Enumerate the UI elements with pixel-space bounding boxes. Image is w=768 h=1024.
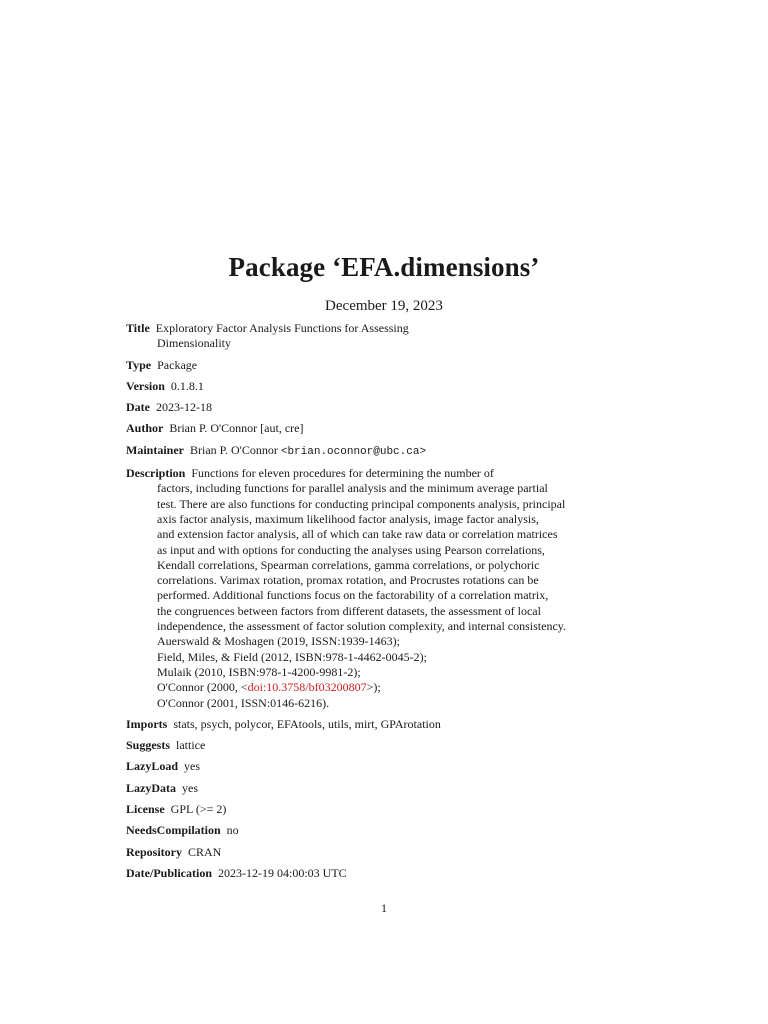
field-key: Type xyxy=(126,357,152,372)
field-value: Exploratory Factor Analysis Functions for Assessing xyxy=(155,321,409,335)
description-line: independence, the assessment of factor solution complexity, and internal consistency. xyxy=(157,619,566,634)
field-value: yes xyxy=(184,759,201,774)
field-value: Package xyxy=(157,357,198,372)
field-lazyload xyxy=(126,759,596,774)
field-key: Repository xyxy=(126,844,182,859)
field-imports xyxy=(126,717,596,732)
field-version xyxy=(126,379,596,394)
reference-text: >); xyxy=(366,680,381,695)
field-key: Imports xyxy=(126,716,168,731)
field-title xyxy=(126,321,596,352)
description-line: Field, Miles, & Field (2012, ISBN:978-1-4462-0045-2); xyxy=(157,649,427,664)
field-date xyxy=(126,400,596,415)
field-value: CRAN xyxy=(188,844,222,859)
field-license xyxy=(126,802,596,817)
field-value: yes xyxy=(182,780,198,795)
field-value: 0.1.8.1 xyxy=(170,378,204,393)
package-title: Package ‘EFA.dimensions’ xyxy=(228,252,540,282)
field-value: no xyxy=(226,823,239,838)
field-key: LazyData xyxy=(126,780,176,795)
description-line: Functions for eleven procedures for determining the number of xyxy=(191,466,494,481)
description-line: as input and with options for conducting the analyses using Pearson correlations, xyxy=(157,542,545,557)
description-line: and extension factor analysis, all of which can take raw data or correlation matrices xyxy=(157,527,558,542)
document-date: December 19, 2023 xyxy=(325,298,443,314)
description-line xyxy=(126,680,596,695)
field-date-publication xyxy=(126,866,596,881)
field-key: Title xyxy=(126,321,150,335)
description-line: factors, including functions for parallel analysis and the minimum average partial xyxy=(157,481,548,496)
description-line: the congruences between factors from different datasets, the assessment of local xyxy=(157,603,541,618)
field-key: License xyxy=(126,802,165,817)
maintainer-email: <brian.oconnor@ubc.ca> xyxy=(280,445,427,458)
field-value: lattice xyxy=(176,738,206,753)
field-key: Suggests xyxy=(126,738,171,753)
field-needscompilation xyxy=(126,823,596,838)
page-number: 1 xyxy=(381,901,387,915)
description-line: O'Connor (2001, ISSN:0146-6216). xyxy=(157,695,330,710)
field-key: NeedsCompilation xyxy=(126,823,221,838)
reference-text: O'Connor (2000, < xyxy=(157,680,248,695)
field-repository xyxy=(126,845,596,860)
description-line: Mulaik (2010, ISBN:978-1-4200-9981-2); xyxy=(157,664,361,679)
field-value-continued: Dimensionality xyxy=(157,336,231,351)
field-suggests xyxy=(126,738,596,753)
field-value: stats, psych, polycor, EFAtools, utils, mirt, GPArotation xyxy=(173,716,441,731)
field-value: 2023-12-19 04:00:03 UTC xyxy=(218,865,347,880)
field-key: Date xyxy=(126,400,150,415)
field-key: Maintainer xyxy=(126,442,184,457)
field-key: Author xyxy=(126,421,164,436)
field-key: Description xyxy=(126,466,186,481)
field-key: Date/Publication xyxy=(126,865,212,880)
description-fields xyxy=(126,321,596,881)
field-description xyxy=(126,466,596,711)
field-value: Brian P. O'Connor [aut, cre] xyxy=(169,421,304,436)
field-type xyxy=(126,358,596,373)
description-line: test. There are also functions for conducting principal components analysis, principal xyxy=(157,496,566,511)
field-key: LazyLoad xyxy=(126,759,179,774)
description-line: correlations. Varimax rotation, promax rotation, and Procrustes rotations can be xyxy=(157,573,539,588)
field-maintainer xyxy=(126,443,596,460)
description-line: performed. Additional functions focus on the factorability of a correlation matrix, xyxy=(157,588,549,603)
description-line: axis factor analysis, maximum likelihood factor analysis, image factor analysis, xyxy=(157,511,539,526)
field-value: 2023-12-18 xyxy=(156,400,212,415)
description-line: Kendall correlations, Spearman correlations, gamma correlations, or polychoric xyxy=(157,557,540,572)
field-key: Version xyxy=(126,378,165,393)
field-author xyxy=(126,421,596,436)
doi-link[interactable]: doi:10.3758/bf03200807 xyxy=(247,680,367,695)
field-value: GPL (>= 2) xyxy=(170,802,227,817)
field-value: Brian P. O'Connor xyxy=(190,442,278,457)
description-line: Auerswald & Moshagen (2019, ISSN:1939-1463); xyxy=(157,634,400,649)
field-lazydata xyxy=(126,781,596,796)
